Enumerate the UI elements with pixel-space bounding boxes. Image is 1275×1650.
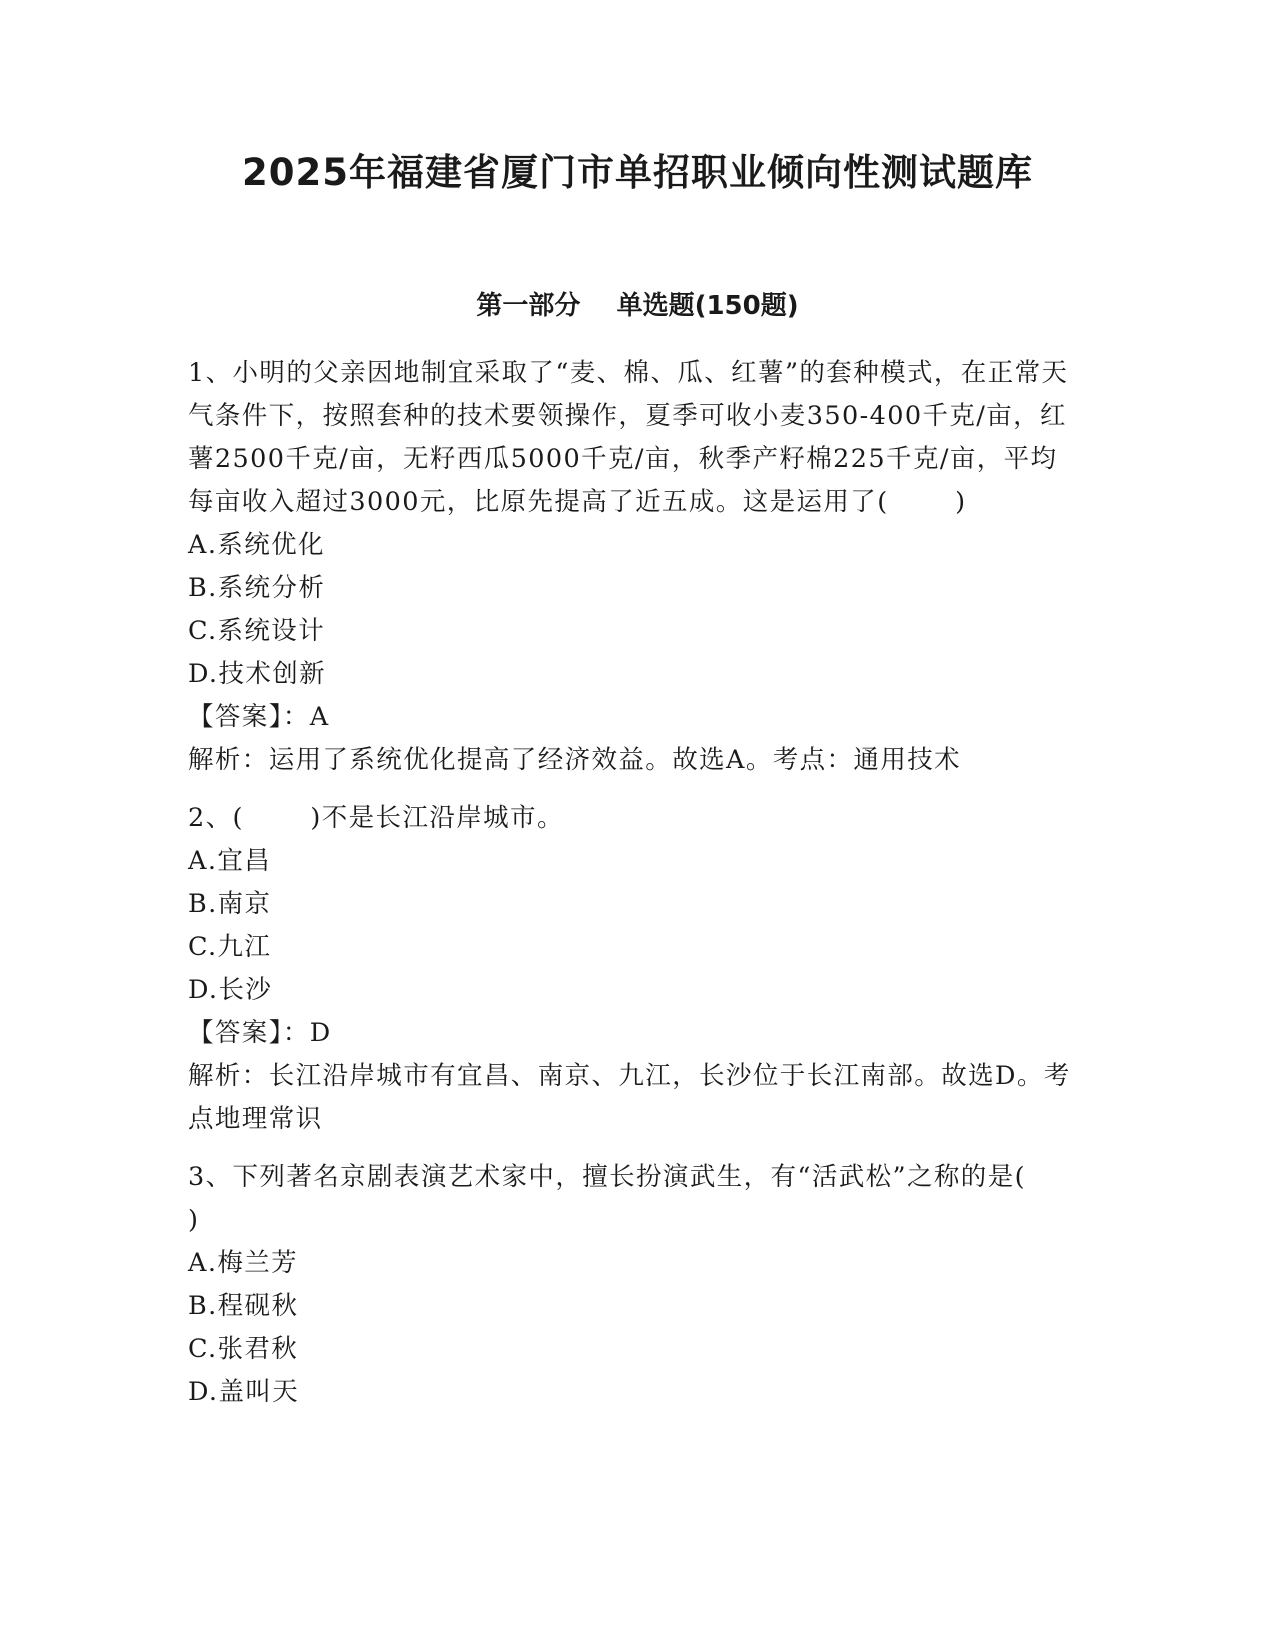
question-stem: 3、下列著名京剧表演艺术家中，擅长扮演武生，有“活武松”之称的是( ) [188, 1162, 1093, 1235]
question-2 [188, 797, 1084, 1141]
answer-line: 【答案】：A [188, 702, 330, 732]
question-3 [188, 1156, 1093, 1414]
answer-line: 【答案】：D [188, 1018, 332, 1048]
option-c: C.九江 [188, 932, 272, 962]
section-title: 第一部分 单选题(150题) [476, 291, 799, 321]
question-stem: 2、( )不是长江沿岸城市。 [188, 803, 564, 833]
option-d: D.盖叫天 [188, 1377, 300, 1407]
option-b: B.南京 [188, 889, 272, 919]
option-d: D.技术创新 [188, 659, 327, 689]
option-c: C.张君秋 [188, 1334, 299, 1364]
option-d: D.长沙 [188, 975, 273, 1005]
option-a: A.梅兰芳 [188, 1248, 299, 1278]
option-a: A.系统优化 [188, 530, 325, 560]
option-b: B.系统分析 [188, 573, 326, 603]
option-c: C.系统设计 [188, 616, 326, 646]
option-a: A.宜昌 [188, 846, 272, 876]
analysis-text: 解析：运用了系统优化提高了经济效益。故选A。考点：通用技术 [188, 745, 962, 775]
document-title: 2025年福建省厦门市单招职业倾向性测试题库 [242, 151, 1033, 194]
option-b: B.程砚秋 [188, 1291, 299, 1321]
question-stem: 1、小明的父亲因地制宜采取了“麦、棉、瓜、红薯”的套种模式，在正常天气条件下，按照套种的技术要领操作，夏季可收小麦350-400千克/亩，红薯2500千克/亩，无籽西瓜5000千克/亩，秋季产籽棉225千克/亩，平均每亩收入超过3000元，比原先提高了近五成。这是运用了( ) [188, 358, 1069, 517]
question-list [188, 352, 1093, 1429]
analysis-text: 解析：长江沿岸城市有宜昌、南京、九江，长沙位于长江南部。故选D。考点地理常识 [188, 1061, 1071, 1134]
question-1 [188, 352, 1084, 782]
